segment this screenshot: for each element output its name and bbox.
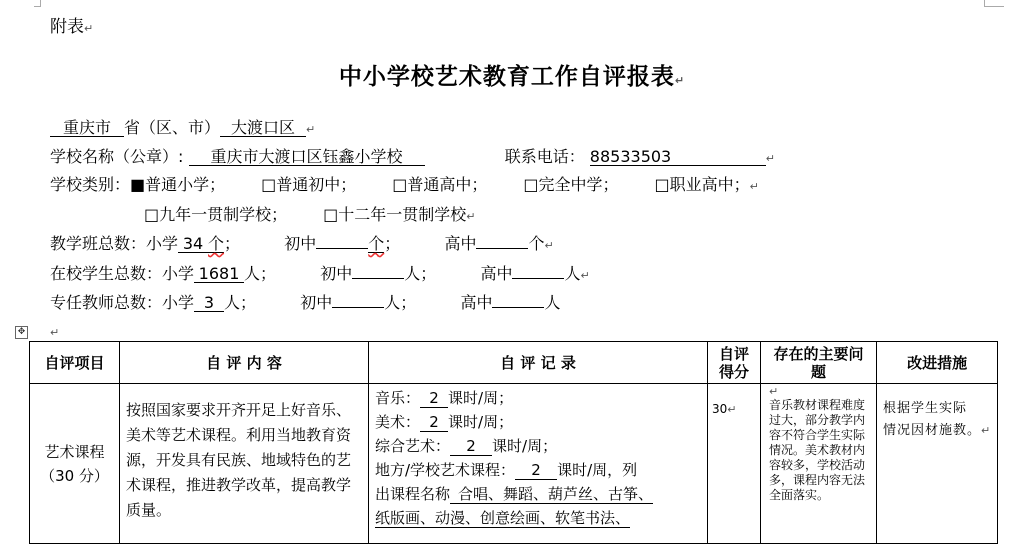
header-issues: 存在的主要问题 bbox=[761, 342, 877, 384]
region-line: 重庆市 省（区、市） 大渡口区 ↵ bbox=[50, 115, 315, 138]
school-name-field[interactable]: 重庆市大渡口区钰鑫小学校 bbox=[189, 148, 425, 166]
record-names-field[interactable]: 合唱、舞蹈、葫芦丝、古筝、 bbox=[450, 486, 653, 504]
row-item-points: （30 分） bbox=[40, 466, 109, 485]
school-type-option[interactable]: □十二年一贯制学校 bbox=[323, 205, 467, 224]
record-local: 地方/学校艺术课程： 2 课时/周，列 bbox=[375, 461, 638, 479]
header-record: 自 评 记 录 bbox=[369, 342, 708, 384]
row-measures-text-1: 根据学生实际 bbox=[883, 401, 968, 416]
school-type-option[interactable]: □九年一贯制学校； bbox=[144, 205, 288, 224]
school-type-line: 学校类别：■普通小学； □普通初中； □普通高中； □完全中学； □职业高中；↵ bbox=[50, 175, 759, 194]
classes-unit: 个 bbox=[208, 234, 225, 253]
classes-senior-field[interactable] bbox=[476, 248, 528, 249]
school-type-option[interactable]: □完全中学； bbox=[523, 175, 619, 194]
school-name-line: 学校名称（公章）: 重庆市大渡口区钰鑫小学校 联系电话： 88533503 ↵ bbox=[50, 147, 776, 166]
record-names-2 bbox=[375, 506, 701, 530]
phone-label: 联系电话： bbox=[504, 147, 585, 166]
classes-unit: 个 bbox=[368, 234, 385, 253]
record-music: 音乐： 2 课时/周； bbox=[375, 389, 514, 407]
record-names: 出课程名称 合唱、舞蹈、葫芦丝、古筝、 bbox=[375, 485, 654, 503]
classes-primary-field[interactable]: 34 bbox=[178, 235, 208, 253]
school-type-option[interactable]: □普通高中； bbox=[392, 175, 488, 194]
header-item: 自评项目 bbox=[30, 342, 120, 384]
page-corner-mark bbox=[34, 6, 41, 7]
header-content: 自 评 内 容 bbox=[120, 342, 369, 384]
record-music-field[interactable]: 2 bbox=[420, 390, 448, 408]
students-junior-field[interactable] bbox=[352, 278, 404, 279]
classes-junior-field[interactable] bbox=[316, 248, 368, 249]
phone-field[interactable]: 88533503 bbox=[590, 148, 766, 166]
school-type-option[interactable]: □普通初中； bbox=[261, 175, 357, 194]
row-score-cell: 30↵ bbox=[708, 384, 761, 544]
school-type-option[interactable]: ■普通小学； bbox=[130, 175, 226, 194]
students-primary-field[interactable]: 1681 bbox=[194, 265, 244, 283]
row-issues-cell: ↵ 音乐教材课程难度过大，部分教学内容不符合学生实际情况。美术教材内容较多，学校活动多，课程内容无法全面落实。 bbox=[761, 384, 877, 544]
school-type-option[interactable]: □职业高中； bbox=[654, 175, 750, 194]
classes-line: 教学班总数：小学 34 个； 初中 个； 高中 个↵ bbox=[50, 234, 554, 253]
city-field[interactable]: 重庆市 bbox=[50, 119, 124, 137]
self-eval-table bbox=[29, 341, 998, 544]
row-score[interactable]: 30 bbox=[712, 402, 728, 416]
page-title: 中小学校艺术教育工作自评报表↵ bbox=[338, 64, 686, 90]
row-issues-text: 音乐教材课程难度过大，部分教学内容不符合学生实际情况。美术教材内容较多，学校活动多，课程内容无法全面落实。 bbox=[769, 398, 866, 502]
row-item-name: 艺术课程 bbox=[44, 442, 105, 461]
page-corner-mark bbox=[984, 6, 1004, 7]
school-type-line-2: □九年一贯制学校； □十二年一贯制学校↵ bbox=[144, 205, 476, 224]
table-move-handle-icon[interactable]: ✥ bbox=[15, 326, 28, 339]
record-comp: 综合艺术： 2 课时/周； bbox=[375, 437, 558, 455]
students-senior-field[interactable] bbox=[512, 278, 564, 279]
row-content-text: 按照国家要求开齐开足上好音乐、美术等艺术课程。利用当地教育资源，开发具有民族、地域特色的艺术课程，推进教学改革，提高教学质量。 bbox=[126, 401, 352, 519]
teachers-line: 专任教师总数：小学 3 人； 初中 人； 高中 人 bbox=[50, 293, 561, 312]
teachers-primary-field[interactable]: 3 bbox=[194, 294, 224, 312]
row-record-cell bbox=[369, 384, 708, 544]
record-art: 美术： 2 课时/周； bbox=[375, 413, 514, 431]
row-measures-text-2: 情况因材施教。↵ bbox=[883, 423, 992, 438]
district-field[interactable]: 大渡口区 bbox=[220, 119, 306, 137]
record-art-field[interactable]: 2 bbox=[420, 414, 448, 432]
teachers-senior-field[interactable] bbox=[492, 307, 544, 308]
attachment-label: 附表↵ bbox=[50, 17, 94, 37]
record-local-field[interactable]: 2 bbox=[515, 462, 557, 480]
row-measures-cell bbox=[877, 384, 998, 544]
row-item-cell bbox=[30, 384, 120, 544]
record-comp-field[interactable]: 2 bbox=[450, 438, 492, 456]
record-names-field-2[interactable]: 纸版画、动漫、创意绘画、软笔书法、 bbox=[375, 509, 631, 527]
header-score: 自评得分 bbox=[708, 342, 761, 384]
row-content-cell bbox=[120, 384, 369, 544]
paragraph-mark: ↵ bbox=[50, 326, 60, 339]
teachers-junior-field[interactable] bbox=[332, 307, 384, 308]
students-line: 在校学生总数：小学 1681 人； 初中 人； 高中 人↵ bbox=[50, 264, 590, 283]
header-measures: 改进措施 bbox=[877, 342, 998, 384]
